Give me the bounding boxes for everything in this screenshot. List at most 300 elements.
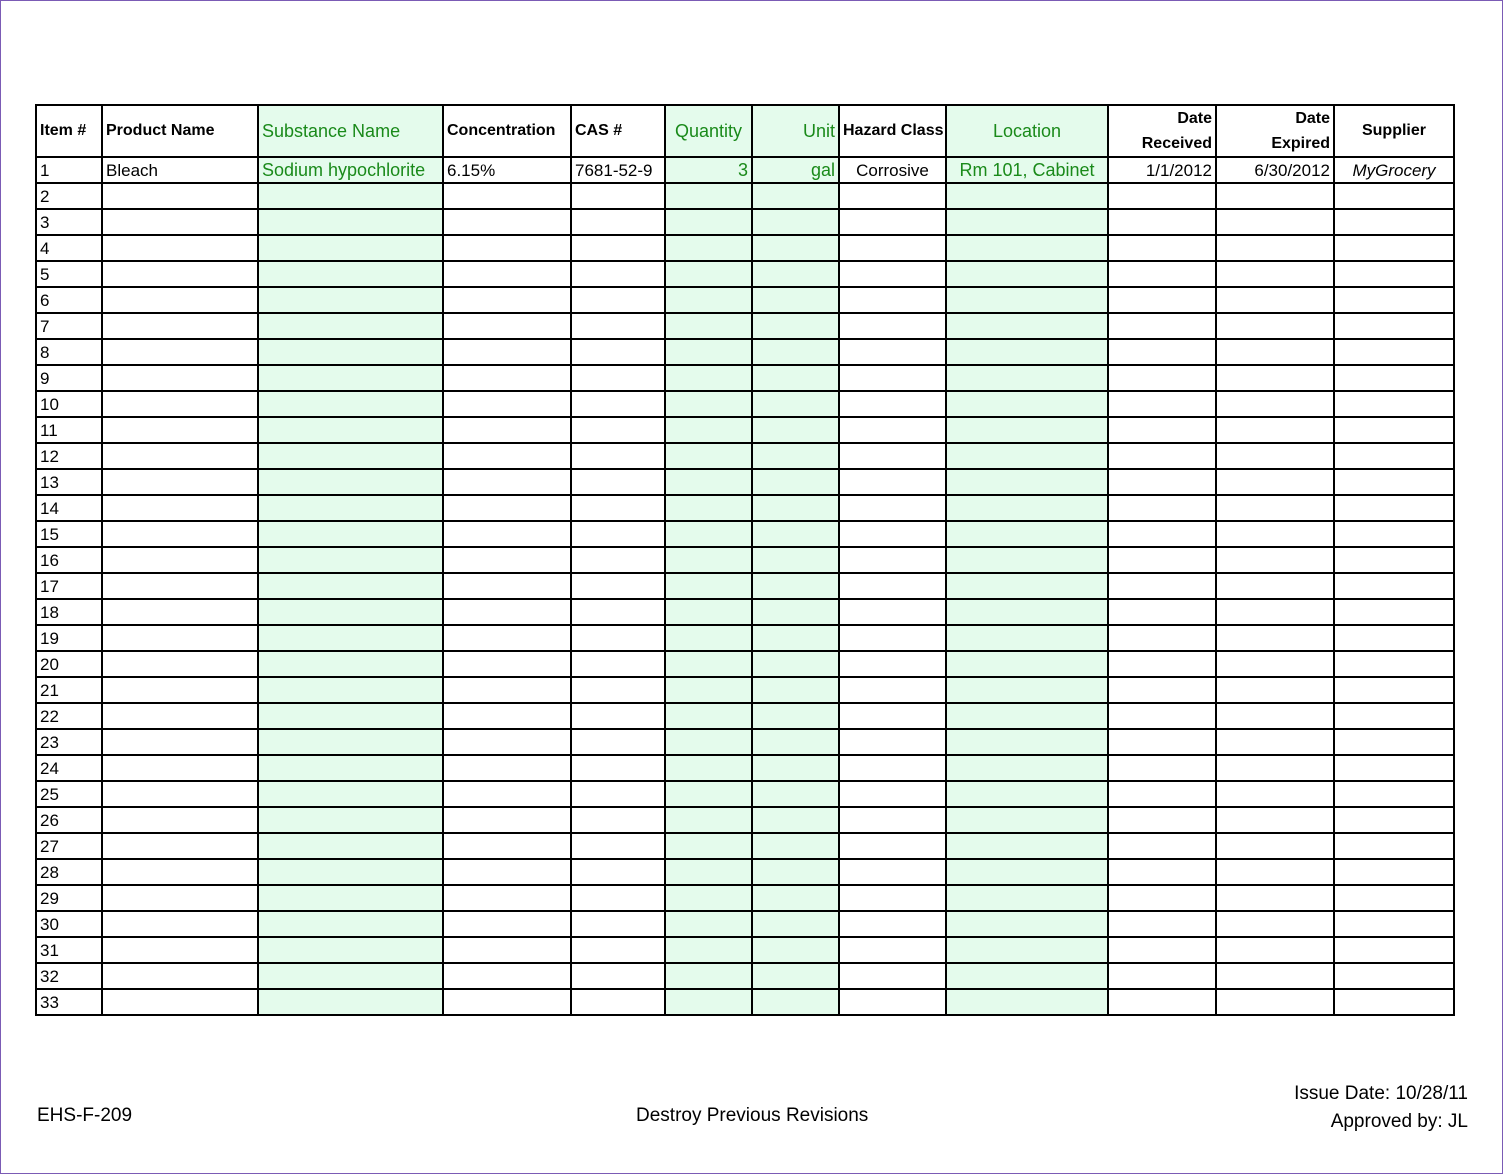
cell-item[interactable]: 7 (36, 313, 102, 339)
cell-substance-name[interactable] (258, 287, 443, 313)
cell-date-received[interactable] (1108, 469, 1216, 495)
cell-supplier[interactable] (1334, 521, 1454, 547)
cell-substance-name[interactable] (258, 937, 443, 963)
cell-location[interactable] (946, 599, 1108, 625)
cell-location[interactable] (946, 937, 1108, 963)
cell-product-name[interactable] (102, 287, 258, 313)
cell-date-received[interactable] (1108, 313, 1216, 339)
cell-item[interactable]: 6 (36, 287, 102, 313)
cell-product-name[interactable] (102, 391, 258, 417)
cell-unit[interactable] (752, 417, 839, 443)
cell-unit[interactable] (752, 807, 839, 833)
cell-cas[interactable] (571, 781, 665, 807)
cell-location[interactable] (946, 261, 1108, 287)
cell-cas[interactable] (571, 625, 665, 651)
cell-product-name[interactable] (102, 443, 258, 469)
cell-hazard-class[interactable] (839, 183, 946, 209)
cell-unit[interactable] (752, 521, 839, 547)
cell-substance-name[interactable] (258, 573, 443, 599)
cell-location[interactable] (946, 183, 1108, 209)
cell-hazard-class[interactable] (839, 703, 946, 729)
cell-location[interactable] (946, 521, 1108, 547)
cell-date-received[interactable] (1108, 339, 1216, 365)
cell-location[interactable] (946, 989, 1108, 1015)
cell-substance-name[interactable]: Sodium hypochlorite (258, 157, 443, 183)
cell-location[interactable] (946, 677, 1108, 703)
cell-product-name[interactable] (102, 677, 258, 703)
cell-quantity[interactable] (665, 807, 752, 833)
cell-hazard-class[interactable] (839, 495, 946, 521)
cell-cas[interactable] (571, 755, 665, 781)
cell-concentration[interactable] (443, 937, 571, 963)
cell-cas[interactable] (571, 443, 665, 469)
cell-cas[interactable] (571, 989, 665, 1015)
cell-quantity[interactable] (665, 963, 752, 989)
cell-date-expired[interactable] (1216, 443, 1334, 469)
cell-unit[interactable] (752, 989, 839, 1015)
cell-hazard-class[interactable] (839, 651, 946, 677)
cell-substance-name[interactable] (258, 417, 443, 443)
cell-substance-name[interactable] (258, 963, 443, 989)
cell-quantity[interactable] (665, 417, 752, 443)
cell-substance-name[interactable] (258, 833, 443, 859)
cell-supplier[interactable] (1334, 911, 1454, 937)
cell-supplier[interactable] (1334, 677, 1454, 703)
cell-quantity[interactable] (665, 755, 752, 781)
cell-cas[interactable] (571, 365, 665, 391)
cell-item[interactable]: 22 (36, 703, 102, 729)
cell-concentration[interactable] (443, 261, 571, 287)
cell-supplier[interactable] (1334, 443, 1454, 469)
cell-item[interactable]: 16 (36, 547, 102, 573)
cell-item[interactable]: 30 (36, 911, 102, 937)
cell-product-name[interactable] (102, 313, 258, 339)
cell-supplier[interactable] (1334, 703, 1454, 729)
cell-concentration[interactable] (443, 807, 571, 833)
cell-item[interactable]: 10 (36, 391, 102, 417)
cell-quantity[interactable] (665, 625, 752, 651)
cell-cas[interactable] (571, 547, 665, 573)
cell-cas[interactable] (571, 937, 665, 963)
cell-date-expired[interactable] (1216, 989, 1334, 1015)
cell-hazard-class[interactable] (839, 365, 946, 391)
cell-concentration[interactable] (443, 755, 571, 781)
cell-unit[interactable] (752, 547, 839, 573)
cell-unit[interactable] (752, 729, 839, 755)
cell-substance-name[interactable] (258, 261, 443, 287)
cell-quantity[interactable] (665, 443, 752, 469)
cell-date-received[interactable] (1108, 209, 1216, 235)
cell-product-name[interactable] (102, 469, 258, 495)
cell-substance-name[interactable] (258, 313, 443, 339)
cell-concentration[interactable] (443, 495, 571, 521)
cell-supplier[interactable] (1334, 755, 1454, 781)
cell-item[interactable]: 3 (36, 209, 102, 235)
cell-quantity[interactable] (665, 495, 752, 521)
cell-unit[interactable] (752, 287, 839, 313)
cell-location[interactable] (946, 755, 1108, 781)
cell-cas[interactable] (571, 651, 665, 677)
cell-cas[interactable] (571, 469, 665, 495)
cell-date-expired[interactable] (1216, 625, 1334, 651)
cell-location[interactable] (946, 885, 1108, 911)
cell-cas[interactable] (571, 911, 665, 937)
cell-supplier[interactable] (1334, 859, 1454, 885)
cell-unit[interactable] (752, 209, 839, 235)
cell-date-received[interactable] (1108, 391, 1216, 417)
cell-substance-name[interactable] (258, 521, 443, 547)
cell-unit[interactable] (752, 365, 839, 391)
cell-substance-name[interactable] (258, 365, 443, 391)
cell-hazard-class[interactable] (839, 209, 946, 235)
cell-date-received[interactable] (1108, 989, 1216, 1015)
cell-unit[interactable] (752, 391, 839, 417)
cell-date-expired[interactable] (1216, 859, 1334, 885)
cell-concentration[interactable] (443, 781, 571, 807)
cell-supplier[interactable] (1334, 417, 1454, 443)
cell-product-name[interactable] (102, 599, 258, 625)
cell-quantity[interactable] (665, 547, 752, 573)
cell-date-expired[interactable]: 6/30/2012 (1216, 157, 1334, 183)
cell-date-received[interactable] (1108, 547, 1216, 573)
cell-item[interactable]: 31 (36, 937, 102, 963)
cell-location[interactable] (946, 287, 1108, 313)
cell-concentration[interactable] (443, 599, 571, 625)
cell-item[interactable]: 26 (36, 807, 102, 833)
cell-concentration[interactable] (443, 703, 571, 729)
cell-product-name[interactable] (102, 781, 258, 807)
cell-substance-name[interactable] (258, 755, 443, 781)
cell-date-expired[interactable] (1216, 703, 1334, 729)
cell-hazard-class[interactable] (839, 547, 946, 573)
cell-quantity[interactable] (665, 235, 752, 261)
cell-supplier[interactable] (1334, 963, 1454, 989)
cell-product-name[interactable] (102, 807, 258, 833)
cell-product-name[interactable]: Bleach (102, 157, 258, 183)
cell-hazard-class[interactable] (839, 911, 946, 937)
cell-date-received[interactable] (1108, 599, 1216, 625)
cell-product-name[interactable] (102, 729, 258, 755)
cell-date-expired[interactable] (1216, 495, 1334, 521)
cell-supplier[interactable] (1334, 391, 1454, 417)
cell-concentration[interactable] (443, 963, 571, 989)
cell-product-name[interactable] (102, 209, 258, 235)
cell-supplier[interactable] (1334, 365, 1454, 391)
cell-quantity[interactable] (665, 677, 752, 703)
cell-date-expired[interactable] (1216, 391, 1334, 417)
cell-location[interactable] (946, 729, 1108, 755)
cell-supplier[interactable] (1334, 573, 1454, 599)
cell-supplier[interactable] (1334, 781, 1454, 807)
cell-quantity[interactable] (665, 729, 752, 755)
cell-quantity[interactable] (665, 651, 752, 677)
cell-product-name[interactable] (102, 365, 258, 391)
cell-concentration[interactable] (443, 417, 571, 443)
cell-unit[interactable] (752, 755, 839, 781)
cell-unit[interactable] (752, 573, 839, 599)
cell-date-expired[interactable] (1216, 287, 1334, 313)
cell-substance-name[interactable] (258, 859, 443, 885)
cell-cas[interactable] (571, 703, 665, 729)
cell-hazard-class[interactable] (839, 885, 946, 911)
cell-quantity[interactable] (665, 261, 752, 287)
cell-hazard-class[interactable] (839, 235, 946, 261)
cell-date-received[interactable] (1108, 729, 1216, 755)
cell-location[interactable] (946, 833, 1108, 859)
cell-substance-name[interactable] (258, 339, 443, 365)
cell-date-expired[interactable] (1216, 521, 1334, 547)
cell-hazard-class[interactable] (839, 729, 946, 755)
cell-hazard-class[interactable] (839, 339, 946, 365)
cell-unit[interactable] (752, 339, 839, 365)
cell-date-expired[interactable] (1216, 833, 1334, 859)
cell-product-name[interactable] (102, 911, 258, 937)
cell-item[interactable]: 29 (36, 885, 102, 911)
cell-product-name[interactable] (102, 963, 258, 989)
cell-product-name[interactable] (102, 495, 258, 521)
cell-item[interactable]: 21 (36, 677, 102, 703)
cell-supplier[interactable] (1334, 885, 1454, 911)
cell-cas[interactable] (571, 261, 665, 287)
cell-unit[interactable] (752, 235, 839, 261)
cell-date-expired[interactable] (1216, 573, 1334, 599)
cell-item[interactable]: 32 (36, 963, 102, 989)
cell-cas[interactable] (571, 885, 665, 911)
cell-date-received[interactable]: 1/1/2012 (1108, 157, 1216, 183)
cell-substance-name[interactable] (258, 885, 443, 911)
cell-cas[interactable] (571, 963, 665, 989)
cell-location[interactable] (946, 443, 1108, 469)
cell-date-received[interactable] (1108, 911, 1216, 937)
cell-product-name[interactable] (102, 859, 258, 885)
cell-date-received[interactable] (1108, 287, 1216, 313)
cell-concentration[interactable] (443, 287, 571, 313)
cell-date-received[interactable] (1108, 963, 1216, 989)
cell-supplier[interactable] (1334, 625, 1454, 651)
cell-substance-name[interactable] (258, 703, 443, 729)
cell-location[interactable] (946, 417, 1108, 443)
cell-date-expired[interactable] (1216, 911, 1334, 937)
cell-date-expired[interactable] (1216, 183, 1334, 209)
cell-supplier[interactable] (1334, 209, 1454, 235)
cell-product-name[interactable] (102, 625, 258, 651)
cell-cas[interactable] (571, 859, 665, 885)
cell-location[interactable] (946, 625, 1108, 651)
cell-hazard-class[interactable] (839, 469, 946, 495)
cell-product-name[interactable] (102, 755, 258, 781)
cell-concentration[interactable] (443, 989, 571, 1015)
cell-location[interactable] (946, 469, 1108, 495)
cell-hazard-class[interactable] (839, 781, 946, 807)
cell-date-received[interactable] (1108, 937, 1216, 963)
cell-date-received[interactable] (1108, 625, 1216, 651)
cell-concentration[interactable]: 6.15% (443, 157, 571, 183)
cell-date-expired[interactable] (1216, 417, 1334, 443)
cell-hazard-class[interactable] (839, 755, 946, 781)
cell-location[interactable] (946, 963, 1108, 989)
cell-quantity[interactable] (665, 781, 752, 807)
cell-product-name[interactable] (102, 183, 258, 209)
cell-supplier[interactable] (1334, 989, 1454, 1015)
cell-date-expired[interactable] (1216, 547, 1334, 573)
cell-concentration[interactable] (443, 521, 571, 547)
cell-date-received[interactable] (1108, 417, 1216, 443)
cell-supplier[interactable] (1334, 651, 1454, 677)
cell-unit[interactable] (752, 963, 839, 989)
cell-quantity[interactable]: 3 (665, 157, 752, 183)
cell-item[interactable]: 27 (36, 833, 102, 859)
cell-location[interactable] (946, 781, 1108, 807)
cell-quantity[interactable] (665, 391, 752, 417)
cell-quantity[interactable] (665, 469, 752, 495)
cell-date-expired[interactable] (1216, 677, 1334, 703)
cell-location[interactable] (946, 313, 1108, 339)
cell-substance-name[interactable] (258, 729, 443, 755)
cell-date-expired[interactable] (1216, 729, 1334, 755)
cell-hazard-class[interactable] (839, 417, 946, 443)
cell-concentration[interactable] (443, 729, 571, 755)
cell-unit[interactable] (752, 781, 839, 807)
cell-product-name[interactable] (102, 547, 258, 573)
cell-date-expired[interactable] (1216, 781, 1334, 807)
cell-hazard-class[interactable] (839, 573, 946, 599)
cell-cas[interactable]: 7681-52-9 (571, 157, 665, 183)
cell-concentration[interactable] (443, 443, 571, 469)
cell-date-expired[interactable] (1216, 807, 1334, 833)
cell-substance-name[interactable] (258, 599, 443, 625)
cell-substance-name[interactable] (258, 235, 443, 261)
cell-date-received[interactable] (1108, 755, 1216, 781)
cell-date-expired[interactable] (1216, 963, 1334, 989)
cell-quantity[interactable] (665, 365, 752, 391)
cell-location[interactable] (946, 651, 1108, 677)
cell-unit[interactable] (752, 469, 839, 495)
cell-quantity[interactable] (665, 183, 752, 209)
cell-substance-name[interactable] (258, 677, 443, 703)
cell-date-expired[interactable] (1216, 651, 1334, 677)
cell-cas[interactable] (571, 573, 665, 599)
cell-substance-name[interactable] (258, 469, 443, 495)
cell-concentration[interactable] (443, 235, 571, 261)
cell-product-name[interactable] (102, 261, 258, 287)
cell-hazard-class[interactable]: Corrosive (839, 157, 946, 183)
cell-date-expired[interactable] (1216, 209, 1334, 235)
cell-supplier[interactable] (1334, 833, 1454, 859)
cell-quantity[interactable] (665, 599, 752, 625)
cell-cas[interactable] (571, 391, 665, 417)
cell-date-received[interactable] (1108, 235, 1216, 261)
cell-product-name[interactable] (102, 521, 258, 547)
cell-product-name[interactable] (102, 235, 258, 261)
cell-date-expired[interactable] (1216, 313, 1334, 339)
cell-concentration[interactable] (443, 885, 571, 911)
cell-cas[interactable] (571, 677, 665, 703)
cell-substance-name[interactable] (258, 625, 443, 651)
cell-cas[interactable] (571, 235, 665, 261)
cell-item[interactable]: 33 (36, 989, 102, 1015)
cell-location[interactable] (946, 807, 1108, 833)
cell-supplier[interactable] (1334, 937, 1454, 963)
cell-concentration[interactable] (443, 677, 571, 703)
cell-hazard-class[interactable] (839, 937, 946, 963)
cell-concentration[interactable] (443, 911, 571, 937)
cell-cas[interactable] (571, 339, 665, 365)
cell-hazard-class[interactable] (839, 287, 946, 313)
cell-substance-name[interactable] (258, 547, 443, 573)
cell-hazard-class[interactable] (839, 989, 946, 1015)
cell-supplier[interactable] (1334, 235, 1454, 261)
cell-item[interactable]: 1 (36, 157, 102, 183)
cell-concentration[interactable] (443, 183, 571, 209)
cell-quantity[interactable] (665, 339, 752, 365)
cell-substance-name[interactable] (258, 911, 443, 937)
cell-cas[interactable] (571, 209, 665, 235)
cell-substance-name[interactable] (258, 807, 443, 833)
cell-date-received[interactable] (1108, 833, 1216, 859)
cell-product-name[interactable] (102, 339, 258, 365)
cell-item[interactable]: 11 (36, 417, 102, 443)
cell-cas[interactable] (571, 599, 665, 625)
cell-supplier[interactable] (1334, 807, 1454, 833)
cell-item[interactable]: 23 (36, 729, 102, 755)
cell-quantity[interactable] (665, 521, 752, 547)
cell-product-name[interactable] (102, 937, 258, 963)
cell-date-expired[interactable] (1216, 469, 1334, 495)
cell-concentration[interactable] (443, 859, 571, 885)
cell-date-received[interactable] (1108, 677, 1216, 703)
cell-location[interactable] (946, 235, 1108, 261)
cell-date-received[interactable] (1108, 703, 1216, 729)
cell-supplier[interactable]: MyGrocery (1334, 157, 1454, 183)
cell-date-received[interactable] (1108, 651, 1216, 677)
cell-unit[interactable] (752, 495, 839, 521)
cell-quantity[interactable] (665, 833, 752, 859)
cell-hazard-class[interactable] (839, 261, 946, 287)
cell-date-expired[interactable] (1216, 755, 1334, 781)
cell-unit[interactable] (752, 313, 839, 339)
cell-concentration[interactable] (443, 573, 571, 599)
cell-item[interactable]: 17 (36, 573, 102, 599)
cell-item[interactable]: 28 (36, 859, 102, 885)
cell-unit[interactable] (752, 261, 839, 287)
cell-substance-name[interactable] (258, 183, 443, 209)
cell-product-name[interactable] (102, 833, 258, 859)
cell-location[interactable] (946, 209, 1108, 235)
cell-item[interactable]: 15 (36, 521, 102, 547)
cell-item[interactable]: 20 (36, 651, 102, 677)
cell-concentration[interactable] (443, 651, 571, 677)
cell-date-received[interactable] (1108, 521, 1216, 547)
cell-hazard-class[interactable] (839, 599, 946, 625)
cell-supplier[interactable] (1334, 495, 1454, 521)
cell-supplier[interactable] (1334, 313, 1454, 339)
cell-substance-name[interactable] (258, 651, 443, 677)
cell-hazard-class[interactable] (839, 521, 946, 547)
cell-concentration[interactable] (443, 469, 571, 495)
cell-item[interactable]: 8 (36, 339, 102, 365)
cell-item[interactable]: 18 (36, 599, 102, 625)
cell-quantity[interactable] (665, 859, 752, 885)
cell-date-received[interactable] (1108, 443, 1216, 469)
cell-location[interactable] (946, 911, 1108, 937)
cell-hazard-class[interactable] (839, 625, 946, 651)
cell-hazard-class[interactable] (839, 677, 946, 703)
cell-item[interactable]: 19 (36, 625, 102, 651)
cell-substance-name[interactable] (258, 495, 443, 521)
cell-concentration[interactable] (443, 625, 571, 651)
cell-quantity[interactable] (665, 989, 752, 1015)
cell-quantity[interactable] (665, 885, 752, 911)
